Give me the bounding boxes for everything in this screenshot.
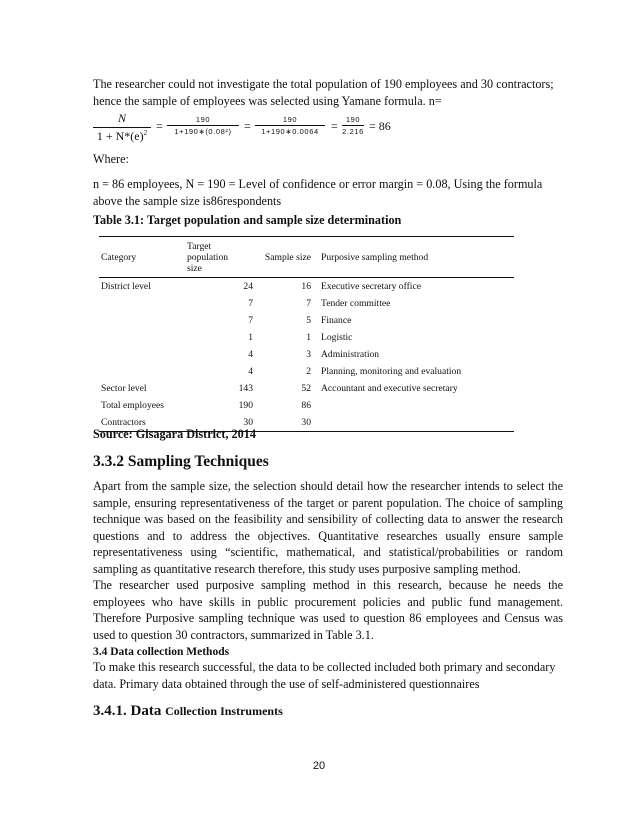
table-row	[99, 363, 514, 380]
section-heading-3-4-1: 3.4.1. Data Collection Instruments	[93, 703, 283, 719]
formula-fraction-step3: $\frac{190}{2.216}$	[342, 115, 364, 136]
header-target-population: Target population size	[187, 240, 229, 274]
cell-category: Contractors	[101, 417, 146, 428]
formula-fraction-step1: $\frac{190}{\text{1+190∗(0.08²)}}$	[167, 115, 239, 136]
cell-sample-size: 7	[306, 298, 311, 309]
cell-target-population: 7	[248, 315, 253, 326]
cell-category	[99, 329, 185, 346]
cell-category	[99, 295, 185, 312]
table-caption: Table 3.1: Target population and sample size determination	[93, 213, 402, 227]
sampling-paragraph-1: Apart from the sample size, the selection should detail how the researcher intends to select the sample, ensuring representativeness of the target or parent population. The choice of sampling technique was based on the feasibility and sensibility of collecting data to answer the research questions and to address the objectives. Quantitative researches usually ensure sample representativeness using “scientific, mathematical, and statistical/probabilities or random sampling as quantitative research therefore, this study uses purposive sampling method.	[93, 479, 563, 576]
cell-sampling-method: Administration	[321, 349, 380, 360]
equals-sign: =	[331, 119, 338, 133]
table-row	[99, 295, 514, 312]
cell-sampling-method: Logistic	[321, 332, 353, 343]
cell-target-population: 7	[248, 298, 253, 309]
formula-result: = 86	[369, 119, 391, 133]
cell-sampling-method: Tender committee	[321, 298, 391, 309]
section-heading-3-3-2: 3.3.2 Sampling Techniques	[93, 453, 269, 470]
cell-category: Sector level	[101, 383, 147, 394]
cell-category: Total employees	[101, 400, 165, 411]
formula-fraction-general	[93, 111, 151, 144]
header-sampling-method: Purposive sampling method	[321, 251, 429, 263]
equals-sign: =	[156, 119, 163, 133]
sampling-paragraph-2: The researcher used purposive sampling method in this research, because he needs the employees who have skills in public procurement policies and public fund management. Therefore Purposive sampling technique was used to question 86 employees and Census was used to question 30 contractors, summarized in Table 3.1.	[93, 578, 563, 642]
data-collection-paragraph: To make this research successful, the data to be collected included both primary and secondary data. Primary data obtained through the use of self-administered questionnaires	[93, 660, 556, 691]
cell-target-population: 143	[238, 383, 253, 394]
table-row	[99, 312, 514, 329]
cell-sample-size: 52	[301, 383, 311, 394]
page-number: 20	[312, 760, 326, 772]
cell-target-population: 4	[248, 349, 253, 360]
where-paragraph: n = 86 employees, N = 190 = Level of confidence or error margin = 0.08, Using the formula above the sample size is86respondents	[93, 177, 543, 208]
intro-paragraph: The researcher could not investigate the total population of 190 employees and 30 contractors; hence the sample of employees was selected using Yamane formula. n=	[93, 77, 554, 108]
header-category: Category	[101, 251, 137, 263]
cell-sample-size: 16	[301, 281, 311, 292]
cell-target-population: 1	[248, 332, 253, 343]
cell-sample-size: 3	[306, 349, 311, 360]
cell-sampling-method	[313, 414, 514, 432]
cell-sample-size: 5	[306, 315, 311, 326]
cell-target-population: 190	[238, 400, 253, 411]
table-row	[99, 278, 514, 296]
cell-sampling-method	[313, 397, 514, 414]
table-row	[99, 397, 514, 414]
cell-sampling-method: Planning, monitoring and evaluation	[321, 366, 462, 377]
formula-fraction-step2: $\frac{190}{1+190∗0.0064}$	[255, 115, 325, 136]
cell-sample-size: 1	[306, 332, 311, 343]
table-header-row	[99, 237, 514, 278]
table-row	[99, 329, 514, 346]
where-label: Where:	[93, 152, 129, 166]
formula-denominator: $1 + N*(e)^2$	[96, 129, 148, 143]
cell-sampling-method: Finance	[321, 315, 352, 326]
sample-table	[99, 236, 514, 432]
cell-sampling-method: Executive secretary office	[321, 281, 421, 292]
cell-target-population: 24	[243, 281, 253, 292]
cell-sampling-method: Accountant and executive secretary	[321, 383, 458, 394]
cell-sample-size: 86	[301, 400, 311, 411]
cell-category	[99, 312, 185, 329]
cell-target-population: 4	[248, 366, 253, 377]
cell-category	[99, 346, 185, 363]
yamane-formula	[93, 111, 563, 141]
cell-sample-size: 30	[301, 417, 311, 428]
header-sample-size: Sample size	[264, 251, 311, 263]
table-row	[99, 346, 514, 363]
table-row	[99, 380, 514, 397]
cell-target-population: 30	[243, 417, 253, 428]
section-heading-3-4: 3.4 Data collection Methods	[93, 646, 230, 658]
cell-category: District level	[101, 281, 151, 292]
table-source: Source: Gisagara District, 2014	[93, 427, 256, 441]
formula-numerator: N	[93, 111, 151, 128]
equals-sign: =	[244, 119, 251, 133]
cell-sample-size: 2	[306, 366, 311, 377]
cell-category	[99, 363, 185, 380]
